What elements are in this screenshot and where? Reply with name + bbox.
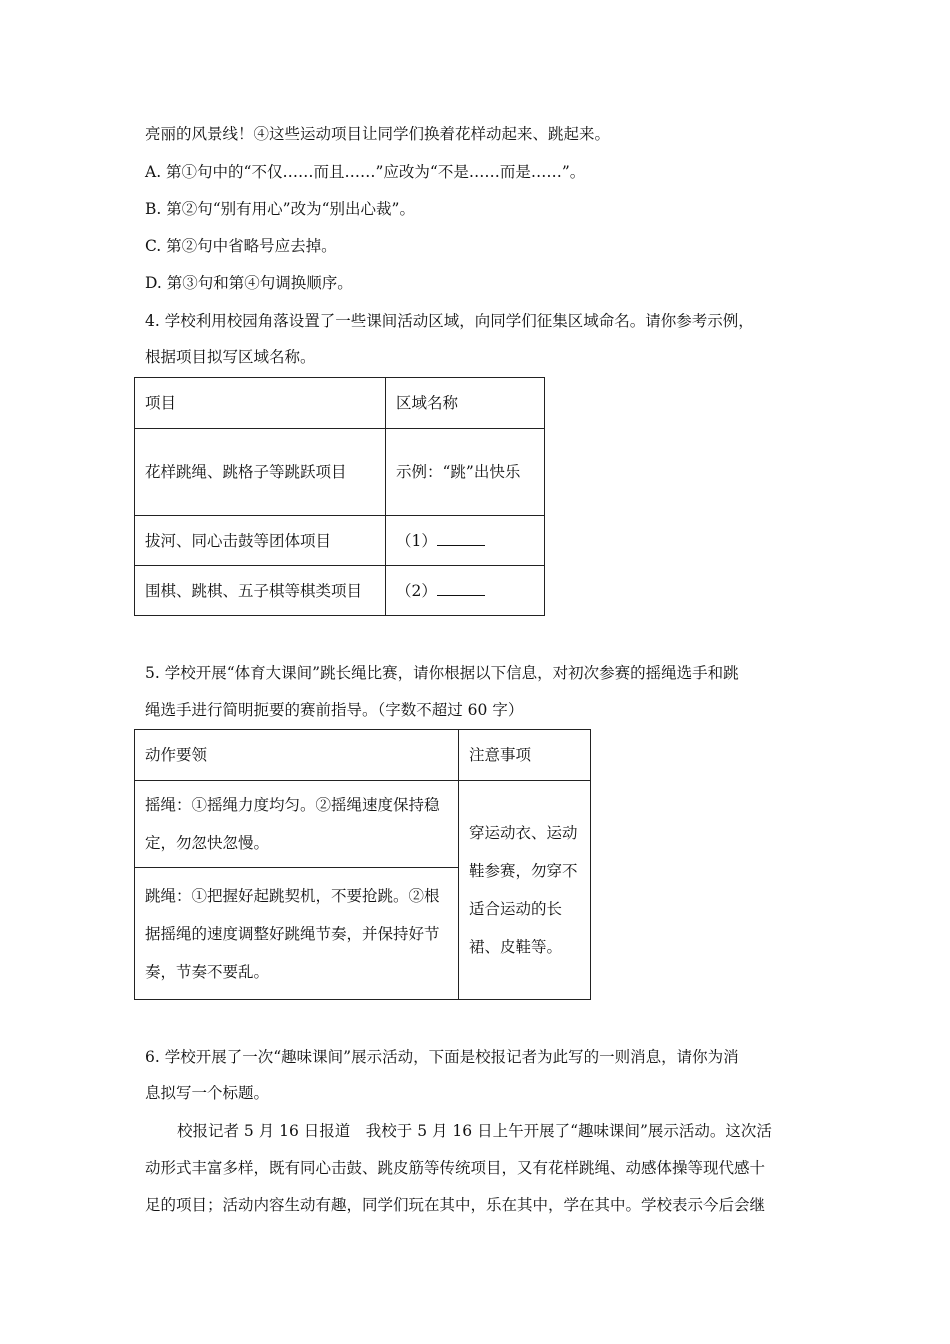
question-5-line-1: 5. 学校开展“体育大课间”跳长绳比赛，请你根据以下信息，对初次参赛的摇绳选手和跳 [145, 664, 739, 682]
table-cell: 摇绳：①摇绳力度均匀。②摇绳速度保持稳定，勿忽快忽慢。 [135, 781, 459, 868]
question-6-line-1: 6. 学校开展了一次“趣味课间”展示活动，下面是校报记者为此写的一则消息，请你为消 [145, 1048, 739, 1066]
answer-label: （1） [396, 531, 437, 550]
question-5-line-2: 绳选手进行简明扼要的赛前指导。（字数不超过 60 字） [145, 701, 524, 719]
option-b: B. 第②句“别有用心”改为“别出心裁”。 [145, 200, 415, 218]
answer-blank[interactable] [437, 581, 485, 596]
news-paragraph-line: 校报记者 5 月 16 日报道 我校于 5 月 16 日上午开展了“趣味课间”展示活动。这次活 [177, 1122, 772, 1140]
option-c: C. 第②句中省略号应去掉。 [145, 237, 337, 255]
question-4-line-2: 根据项目拟写区域名称。 [145, 348, 316, 366]
answer-cell-1[interactable] [386, 516, 545, 566]
table-header: 注意事项 [459, 730, 591, 781]
option-a: A. 第①句中的“不仅……而且……”应改为“不是……而是……”。 [145, 163, 586, 181]
question-4-line-1: 4. 学校利用校园角落设置了一些课间活动区域，向同学们征集区域命名。请你参考示例， [145, 312, 754, 330]
table-cell: 花样跳绳、跳格子等跳跃项目 [135, 429, 386, 516]
table-cell: 围棋、跳棋、五子棋等棋类项目 [135, 566, 386, 616]
table-header: 项目 [135, 378, 386, 429]
answer-cell-2[interactable] [386, 566, 545, 616]
table-cell: 示例：“跳”出快乐 [386, 429, 545, 516]
news-paragraph-line: 足的项目；活动内容生动有趣，同学们玩在其中，乐在其中，学在其中。学校表示今后会继 [145, 1196, 766, 1214]
news-paragraph-line: 动形式丰富多样，既有同心击鼓、跳皮筋等传统项目，又有花样跳绳、动感体操等现代感十 [145, 1159, 766, 1177]
answer-label: （2） [396, 581, 437, 600]
table-header: 区域名称 [386, 378, 545, 429]
answer-blank[interactable] [437, 531, 485, 546]
text-line: 亮丽的风景线！④这些运动项目让同学们换着花样动起来、跳起来。 [145, 125, 611, 143]
table-cell: 拔河、同心击鼓等团体项目 [135, 516, 386, 566]
region-name-table [134, 377, 545, 616]
table-cell: 跳绳：①把握好起跳契机，不要抢跳。②根据摇绳的速度调整好跳绳节奏，并保持好节奏，节奏不要乱。 [135, 868, 459, 1000]
table-cell: 穿运动衣、运动鞋参赛，勿穿不适合运动的长裙、皮鞋等。 [459, 781, 591, 1000]
table-header: 动作要领 [135, 730, 459, 781]
option-d: D. 第③句和第④句调换顺序。 [145, 274, 353, 292]
question-6-line-2: 息拟写一个标题。 [145, 1084, 270, 1102]
jump-rope-guide-table [134, 729, 591, 1000]
